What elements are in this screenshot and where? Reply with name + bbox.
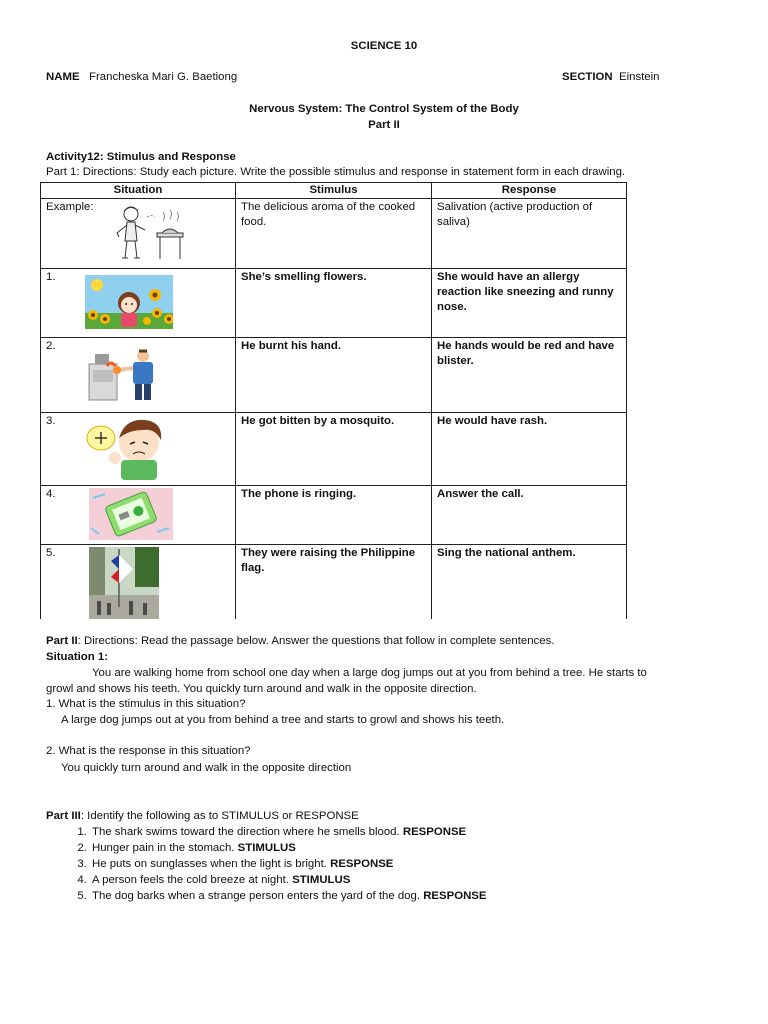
item-text: A person feels the cold breeze at night. bbox=[92, 874, 289, 886]
response-cell: He hands would be red and have blister. bbox=[432, 338, 627, 413]
name-label: NAME bbox=[46, 71, 80, 83]
item-text: The dog barks when a strange person enters the yard of the dog. bbox=[92, 890, 421, 902]
response-cell: Answer the call. bbox=[432, 486, 627, 545]
part3-directions bbox=[46, 809, 359, 824]
man-touching-hot-stove-picture bbox=[85, 346, 165, 402]
item-text: The shark swims toward the direction where he smells blood. bbox=[92, 826, 400, 838]
situation-label: Situation 1: bbox=[46, 651, 109, 663]
activity-table bbox=[40, 182, 627, 619]
item-answer: STIMULUS bbox=[237, 842, 296, 854]
part3-directions-text: : Identify the following as to STIMULUS or RESPONSE bbox=[80, 810, 359, 822]
section-field bbox=[562, 71, 660, 83]
activity-title: Activity12: Stimulus and Response bbox=[46, 151, 236, 163]
answer-2: You quickly turn around and walk in the opposite direction bbox=[61, 762, 352, 774]
table-row bbox=[41, 413, 627, 486]
activity-directions: Part 1: Directions: Study each picture. Write the possible stimulus and response in statement form in each drawing. bbox=[46, 166, 626, 178]
item-answer: RESPONSE bbox=[423, 890, 487, 902]
response-cell: She would have an allergy reaction like sneezing and runny nose. bbox=[432, 269, 627, 338]
name-value: Francheska Mari G. Baetiong bbox=[89, 71, 238, 83]
stimulus-cell: They were raising the Philippine flag. bbox=[236, 545, 432, 619]
row-number: 4. bbox=[46, 488, 56, 500]
boy-bitten-by-mosquito-picture bbox=[85, 416, 167, 480]
list-item bbox=[90, 872, 487, 888]
item-text: Hunger pain in the stomach. bbox=[92, 842, 235, 854]
situation-cell bbox=[41, 269, 236, 338]
section-label: SECTION bbox=[562, 71, 613, 83]
stimulus-cell: He burnt his hand. bbox=[236, 338, 432, 413]
table-row bbox=[41, 199, 627, 269]
table-row bbox=[41, 338, 627, 413]
column-header: Response bbox=[432, 183, 627, 199]
ringing-phone-picture bbox=[89, 488, 173, 540]
situation-cell bbox=[41, 199, 236, 269]
column-header: Stimulus bbox=[236, 183, 432, 199]
stimulus-cell: She’s smelling flowers. bbox=[236, 269, 432, 338]
table-row bbox=[41, 545, 627, 619]
table-row bbox=[41, 486, 627, 545]
list-item bbox=[90, 824, 487, 840]
section-value: Einstein bbox=[618, 71, 660, 83]
table-row bbox=[41, 269, 627, 338]
table-header-row bbox=[41, 183, 627, 199]
part2-directions-text: : Directions: Read the passage below. Answer the questions that follow in complete sentences. bbox=[77, 635, 555, 647]
answer-1: A large dog jumps out at you from behind a tree and starts to growl and shows his teeth. bbox=[61, 714, 505, 726]
list-item bbox=[90, 840, 487, 856]
response-cell: Salivation (active production of saliva) bbox=[432, 199, 627, 269]
question-2: 2. What is the response in this situation? bbox=[46, 745, 251, 757]
item-answer: RESPONSE bbox=[402, 826, 467, 838]
stimulus-cell: He got bitten by a mosquito. bbox=[236, 413, 432, 486]
passage-line: You are walking home from school one day when a large dog jumps out at you from behind a tree. He starts to bbox=[92, 667, 647, 679]
row-number: 2. bbox=[46, 340, 56, 352]
item-answer: RESPONSE bbox=[330, 858, 394, 870]
passage-line: growl and shows his teeth. You quickly turn around and walk in the opposite direction. bbox=[46, 683, 477, 695]
list-item bbox=[90, 888, 487, 904]
part3-list bbox=[46, 824, 487, 904]
subject-title: SCIENCE 10 bbox=[350, 40, 418, 52]
part3-label: Part III bbox=[46, 810, 81, 822]
part-title: Part II bbox=[368, 119, 400, 131]
part2-label: Part II bbox=[46, 635, 78, 647]
column-header: Situation bbox=[41, 183, 236, 199]
document-title: Nervous System: The Control System of the Body bbox=[249, 103, 519, 115]
row-number: 1. bbox=[46, 271, 56, 283]
boy-smelling-food-picture bbox=[107, 203, 191, 263]
name-field bbox=[46, 71, 237, 83]
example-label: Example: bbox=[46, 201, 94, 213]
list-item bbox=[90, 856, 487, 872]
situation-cell bbox=[41, 545, 236, 619]
girl-with-sunflowers-picture bbox=[85, 275, 173, 329]
stimulus-cell: The phone is ringing. bbox=[236, 486, 432, 545]
situation-cell bbox=[41, 338, 236, 413]
part2-directions bbox=[46, 634, 554, 649]
situation-cell bbox=[41, 486, 236, 545]
response-cell: Sing the national anthem. bbox=[432, 545, 627, 619]
item-answer: STIMULUS bbox=[292, 874, 351, 886]
row-number: 5. bbox=[46, 547, 56, 559]
philippine-flag-raising-picture bbox=[89, 547, 159, 619]
situation-cell bbox=[41, 413, 236, 486]
item-text: He puts on sunglasses when the light is bright. bbox=[92, 858, 327, 870]
row-number: 3. bbox=[46, 415, 56, 427]
stimulus-cell: The delicious aroma of the cooked food. bbox=[236, 199, 432, 269]
response-cell: He would have rash. bbox=[432, 413, 627, 486]
question-1: 1. What is the stimulus in this situation? bbox=[46, 698, 246, 710]
